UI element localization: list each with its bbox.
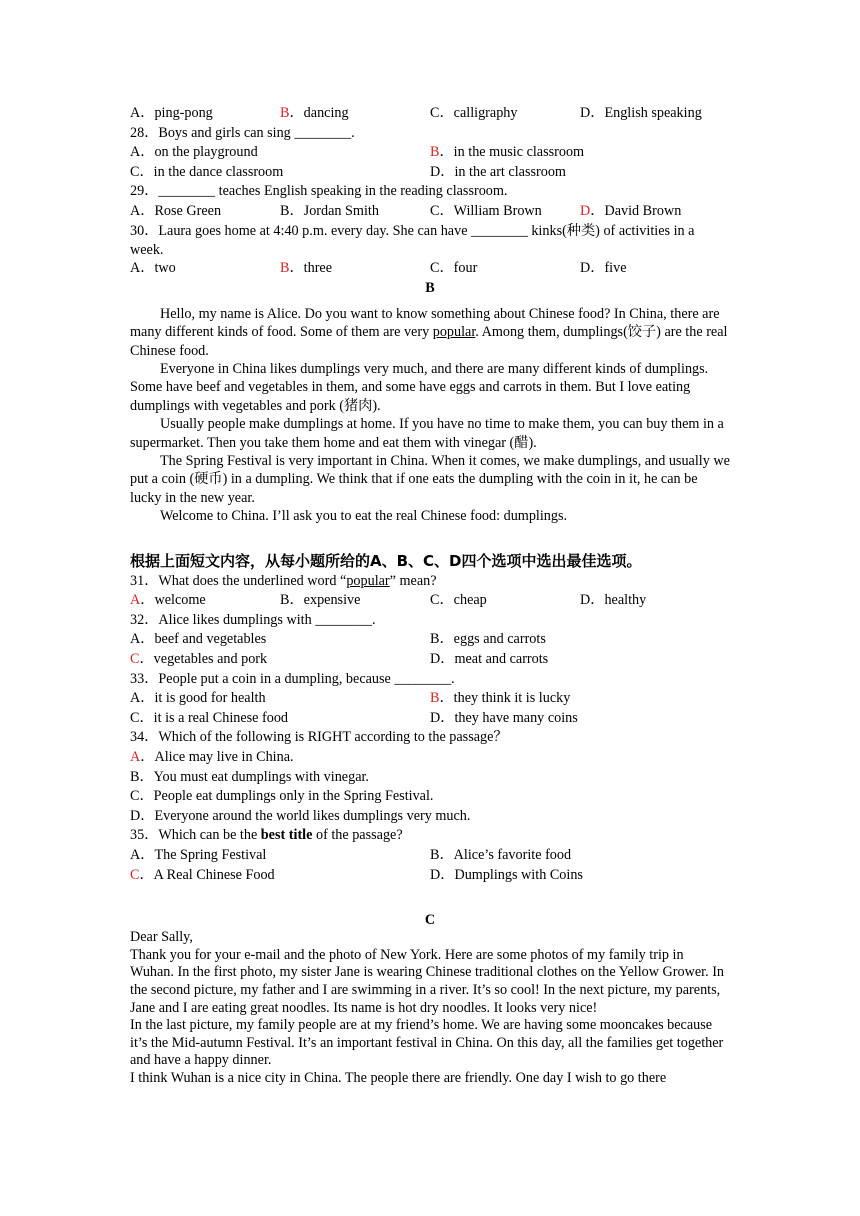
q30-option-c: C．four bbox=[430, 260, 478, 277]
q27-option-c: C．calligraphy bbox=[430, 105, 518, 121]
q32-options-row2 bbox=[130, 650, 730, 670]
q30-stem-line1: 30．Laura goes home at 4:40 p.m. every day. She can have ________ kinks(种类) of activities in a bbox=[130, 222, 695, 239]
q33-options-row1 bbox=[130, 689, 730, 709]
section-b-paragraph-4: The Spring Festival is very important in China. When it comes, we make dumplings, and usually we put a coin (硬币) in a dumpling. We think that if one eats the dumpling with the coin in it, he can be lucky in the new year. bbox=[130, 453, 730, 506]
q29-stem: 29．________ teaches English speaking in the reading classroom. bbox=[130, 183, 508, 200]
section-c-title: C bbox=[424, 912, 436, 929]
q31-option-d: D．healthy bbox=[580, 592, 647, 609]
q30-stem-line2: week. bbox=[130, 242, 164, 259]
q28-option-a: A．on the playground bbox=[130, 144, 258, 161]
q34-option-c: C．People eat dumplings only in the Spring Festival. bbox=[130, 788, 434, 805]
q35-stem: 35．Which can be the best title of the passage? bbox=[130, 827, 403, 844]
q32-option-d: D．meat and carrots bbox=[430, 651, 549, 667]
q32-option-c: C．vegetables and pork bbox=[130, 651, 268, 667]
q33-option-b: B．they think it is lucky bbox=[430, 690, 571, 707]
section-b-paragraph-1: Hello, my name is Alice. Do you want to know something about Chinese food? In China, there are many different kinds of food. Some of them are very popular. Among them, dumplings(饺子) are the real Chinese food. bbox=[130, 305, 728, 359]
q27-option-b: B．dancing bbox=[280, 105, 349, 121]
q27-option-d: D．English speaking bbox=[580, 105, 702, 121]
q33-option-d: D．they have many coins bbox=[430, 709, 578, 726]
q31-stem: 31．What does the underlined word “popular” mean? bbox=[130, 572, 437, 589]
q31-option-b: B．expensive bbox=[280, 592, 361, 609]
q28-option-b: B．in the music classroom bbox=[430, 144, 585, 161]
exam-page bbox=[130, 104, 730, 1087]
letter-paragraph-1: Thank you for your e-mail and the photo of New York. Here are some photos of my family trip in Wuhan. In the first photo, my sister Jane is wearing Chinese traditional clothes on the Yellow Grower. In the second picture, my father and I are swimming in a river. It’s so cool! In the next picture, my parents, Jane and I are eating great noodles. Its name is hot dry noodles. It looks very nice! bbox=[130, 946, 725, 1016]
q32-option-a: A．beef and vegetables bbox=[130, 631, 267, 648]
q34-option-b: B．You must eat dumplings with vinegar. bbox=[130, 768, 369, 785]
q33-option-c: C．it is a real Chinese food bbox=[130, 709, 289, 726]
section-b-paragraph-5: Welcome to China. I’ll ask you to eat the real Chinese food: dumplings. bbox=[160, 508, 568, 525]
section-b-title: B bbox=[425, 279, 435, 296]
section-b-paragraph-2: Everyone in China likes dumplings very much, and there are many different kinds of dumplings. Some have beef and vegetables in them, and some have eggs and carrots in them. But I love eating dumplings with vegetables and pork (猪肉). bbox=[130, 360, 709, 414]
q35-options-row1 bbox=[130, 846, 730, 866]
q35-option-b: B．Alice’s favorite food bbox=[430, 846, 572, 863]
q28-option-c: C．in the dance classroom bbox=[130, 163, 284, 180]
q35-option-d: D．Dumplings with Coins bbox=[430, 866, 583, 883]
q35-option-c: C．A Real Chinese Food bbox=[130, 866, 275, 883]
q31-options bbox=[130, 591, 730, 611]
q29-option-c: C．William Brown bbox=[430, 202, 542, 219]
q35-options-row2 bbox=[130, 866, 730, 886]
q28-option-d: D．in the art classroom bbox=[430, 163, 566, 180]
q29-option-d: D．David Brown bbox=[580, 202, 682, 219]
q34-stem: 34．Which of the following is RIGHT according to the passage？ bbox=[130, 729, 508, 746]
q29-option-a: A．Rose Green bbox=[130, 202, 222, 219]
q31-option-a: A．welcome bbox=[130, 592, 206, 609]
letter-paragraph-2: In the last picture, my family people are at my friend’s home. We are having some mooncakes because it’s the Mid-autumn Festival. It’s an important festival in China. On this day, all the families get together and have a happy dinner. bbox=[130, 1017, 724, 1069]
q34-option-d: D．Everyone around the world likes dumplings very much. bbox=[130, 807, 471, 824]
q31-option-c: C．cheap bbox=[430, 592, 487, 609]
section-b-paragraph-3: Usually people make dumplings at home. If you have no time to make them, you can buy them in a supermarket. Then you take them home and eat them with vinegar (醋). bbox=[130, 416, 724, 451]
q33-option-a: A．it is good for health bbox=[130, 690, 266, 707]
q30-option-d: D．five bbox=[580, 260, 627, 277]
q35-option-a: A．The Spring Festival bbox=[130, 846, 267, 863]
q34-option-a: A．Alice may live in China. bbox=[130, 748, 294, 765]
q28-options-row2 bbox=[130, 163, 730, 183]
q29-option-b: B．Jordan Smith bbox=[280, 202, 379, 219]
q27-options bbox=[130, 104, 730, 124]
q30-options bbox=[130, 259, 730, 279]
q32-stem: 32．Alice likes dumplings with ________. bbox=[130, 611, 376, 628]
q28-stem: 28．Boys and girls can sing ________. bbox=[130, 124, 355, 141]
q30-option-a: A．two bbox=[130, 260, 176, 277]
q28-options-row1 bbox=[130, 143, 730, 163]
q29-options bbox=[130, 202, 730, 222]
instruction-heading: 根据上面短文内容，从每小题所给的A、B、C、D四个选项中选出最佳选项。 bbox=[130, 551, 642, 570]
letter-paragraph-3: I think Wuhan is a nice city in China. The people there are friendly. One day I wish to go there bbox=[130, 1069, 667, 1086]
q30-option-b: B．three bbox=[280, 260, 333, 277]
q33-stem: 33．People put a coin in a dumpling, because ________. bbox=[130, 670, 455, 687]
letter-greeting: Dear Sally, bbox=[130, 929, 193, 946]
q32-option-b: B．eggs and carrots bbox=[430, 631, 546, 648]
q32-options-row1 bbox=[130, 630, 730, 650]
q27-option-a: A．ping-pong bbox=[130, 105, 213, 121]
q33-options-row2 bbox=[130, 709, 730, 729]
